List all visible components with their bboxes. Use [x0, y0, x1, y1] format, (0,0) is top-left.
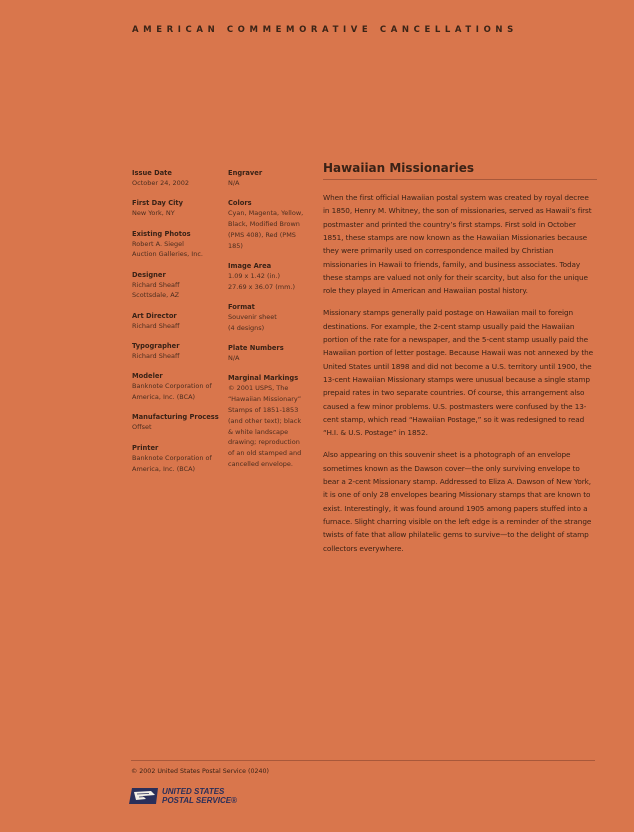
field-value: © 2001 USPS, The “Hawaiian Missionary” Stamps of 1851-1853 (and other text); black & white landscape drawing; reproduction of an old stamped and cancelled envelope. [228, 384, 302, 469]
detail-field [228, 198, 312, 251]
field-value: October 24, 2002 [132, 179, 190, 187]
field-label: Designer [132, 270, 166, 279]
field-value: Offset [132, 423, 152, 432]
field-value: Banknote Corporation of America, Inc. (BCA) [132, 382, 212, 402]
detail-field [228, 373, 312, 469]
detail-field [132, 311, 222, 332]
field-label: Manufacturing Process [132, 413, 219, 422]
field-label: Format [228, 303, 255, 312]
detail-field [132, 168, 222, 189]
details-column-left [132, 168, 222, 484]
usps-eagle-icon [129, 786, 159, 806]
details-column-right [228, 168, 312, 479]
field-label: Art Director [132, 311, 177, 320]
field-value: New York, NY [132, 209, 175, 218]
field-value: Banknote Corporation of America, Inc. (BCA) [132, 453, 212, 473]
detail-field [132, 229, 222, 261]
detail-field [132, 270, 222, 302]
article-paragraph: Missionary stamps generally paid postage on Hawaiian mail to foreign destinations. For example, the 2-cent stamp usually paid the Hawaiian portion of the rate for a newspaper, and the 5-cent stamp usually paid the Hawaiian portion of letter postage. Because Hawaii was not annexed by the United States until 1898 and did not become a U.S. territory until 1900, the 13-cent Hawaiian Missionary stamps were unusual because a single stamp prepaid rates in two separate countries. Of course, this arrangement also caused a few minor problems. U.S. postmasters were confused by the 13-cent stamp, which read “Hawaiian Postage,” so it was redesigned to read “H.I. & U.S. Postage” in 1852. [323, 308, 594, 438]
field-value: Robert A. Siegel Auction Galleries, Inc. [132, 239, 203, 259]
article [323, 161, 597, 563]
field-label: Typographer [132, 342, 180, 351]
field-value: Richard Sheaff [132, 352, 180, 361]
logo-wordmark [162, 787, 237, 805]
detail-field [228, 168, 312, 189]
field-value: N/A [228, 354, 240, 363]
field-label: Modeler [132, 372, 163, 381]
field-value: Richard Sheaff Scottsdale, AZ [132, 280, 180, 300]
field-value: N/A [228, 179, 240, 187]
detail-field [132, 443, 222, 475]
detail-field [132, 412, 222, 433]
detail-field [132, 341, 222, 362]
field-value: Souvenir sheet (4 designs) [228, 313, 277, 332]
detail-field [132, 198, 222, 219]
field-label: Engraver [228, 169, 263, 177]
logo-line: POSTAL SERVICE® [162, 796, 237, 805]
article-paragraph: When the first official Hawaiian postal system was created by royal decree in 1850, Henry M. Whitney, the son of missionaries, served as Hawaii’s first postmaster and printed the country’s first stamps. First sold in October 1851, these stamps are now known as the Hawaiian Missionaries because they were primarily used on correspondence mailed by Christian missionaries in Hawaii to friends, family, and business associates. Today these stamps are valued not only for their scarcity, but also for the unique role they played in American and Hawaiian postal history. [323, 193, 592, 296]
article-paragraph: Also appearing on this souvenir sheet is a photograph of an envelope sometimes known as the Dawson cover—the only surviving envelope to bear a 2-cent Missionary stamp. Addressed to Eliza A. Dawson of New York, it is one of only 28 envelopes bearing Missionary stamps that are known to exist. Interestingly, it was found around 1905 among papers stuffed into a furnace. Slight charring visible on the left edge is a reminder of the strange twists of fate that allow philatelic gems to survive—to the delight of stamp collectors everywhere. [323, 450, 592, 553]
field-label: Image Area [228, 261, 272, 270]
article-title: Hawaiian Missionaries [323, 161, 597, 180]
usps-logo [129, 786, 237, 806]
detail-field [228, 261, 312, 293]
field-value: Cyan, Magenta, Yellow, Black, Modified Brown (PMS 408), Red (PMS 185) [228, 209, 304, 250]
detail-field [228, 302, 312, 334]
field-label: First Day City [132, 199, 183, 208]
field-label: Colors [228, 199, 252, 208]
copyright-text: © 2002 United States Postal Service (0240) [131, 768, 269, 775]
field-label: Issue Date [132, 169, 172, 177]
detail-field [228, 343, 312, 364]
footer-divider [131, 760, 595, 761]
field-label: Plate Numbers [228, 344, 284, 353]
logo-line: UNITED STATES [162, 787, 225, 796]
field-label: Printer [132, 443, 159, 452]
detail-field [132, 371, 222, 403]
field-value: 1.09 x 1.42 (in.) 27.69 x 36.07 (mm.) [228, 271, 296, 291]
field-value: Richard Sheaff [132, 321, 180, 330]
field-label: Existing Photos [132, 229, 191, 238]
field-label: Marginal Markings [228, 374, 299, 383]
header-title: AMERICAN COMMEMORATIVE CANCELLATIONS [132, 25, 518, 35]
